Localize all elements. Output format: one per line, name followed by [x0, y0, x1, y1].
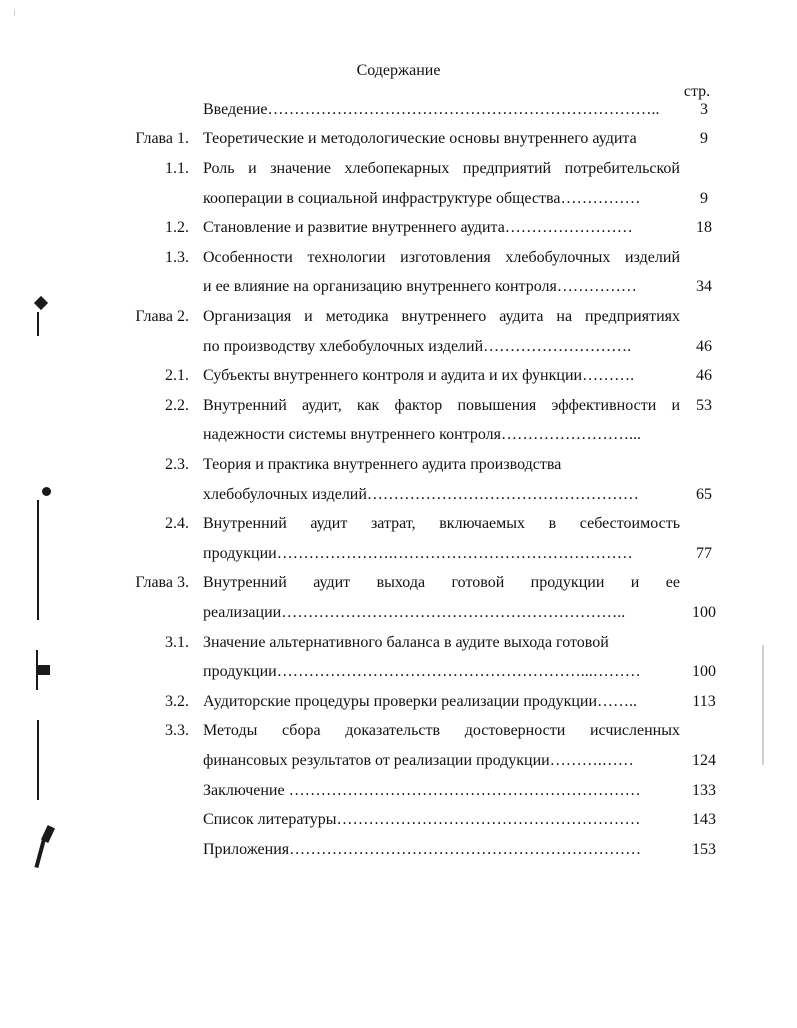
toc-line — [0, 243, 797, 272]
toc-line — [0, 628, 797, 657]
toc-number: 1.3. — [165, 249, 189, 266]
toc-text: Становление и развитие внутреннего аудита…………………… — [203, 219, 633, 236]
toc-text: реализации……………………………………………………….. — [203, 604, 626, 621]
toc-number: 3.3. — [165, 722, 189, 739]
toc-text: Приложения………………………………………………………… — [203, 841, 642, 858]
toc-line — [0, 184, 797, 213]
toc-line — [0, 124, 797, 153]
toc-text: Введение……………………………………………………………….. — [203, 101, 660, 118]
toc-text: по производству хлебобулочных изделий………………………. — [203, 338, 632, 355]
toc-line — [0, 213, 797, 242]
toc-line — [0, 332, 797, 361]
toc-line — [0, 776, 797, 805]
toc-line — [0, 480, 797, 509]
toc-page: 9 — [700, 130, 708, 147]
toc-page: 65 — [696, 486, 712, 503]
scan-artifact — [37, 312, 39, 336]
toc-text: Заключение ………………………………………………………… — [203, 782, 641, 799]
toc-page: 143 — [692, 811, 716, 828]
toc-page: 100 — [692, 604, 716, 621]
toc-page: 53 — [696, 397, 712, 414]
scan-artifact — [37, 720, 39, 800]
toc-text: Организация и методика внутреннего аудита на предприятиях — [203, 308, 680, 325]
toc-line — [0, 361, 797, 390]
toc-line — [0, 154, 797, 183]
toc-line — [0, 95, 797, 124]
toc-line — [0, 805, 797, 834]
toc-line — [0, 687, 797, 716]
toc-text: Теория и практика внутреннего аудита производства — [203, 456, 562, 473]
toc-number: Глава 1. — [135, 130, 189, 147]
page-title: Содержание — [356, 62, 441, 79]
toc-page: 34 — [696, 278, 712, 295]
toc-line — [0, 509, 797, 538]
toc-line — [0, 539, 797, 568]
toc-text: Значение альтернативного баланса в аудите выхода готовой — [203, 634, 609, 651]
toc-number: Глава 3. — [135, 574, 189, 591]
toc-text: Методы сбора доказательств достоверности исчисленных — [203, 722, 680, 739]
toc-page: 124 — [692, 752, 716, 769]
toc-text: Теоретические и методологические основы внутреннего аудита — [203, 130, 637, 147]
toc-number: 2.1. — [165, 367, 189, 384]
toc-text: продукции…………………………………………………...……… — [203, 663, 641, 680]
toc-page: 9 — [700, 190, 708, 207]
toc-text: хлебобулочных изделий…………………………………………… — [203, 486, 639, 503]
toc-line — [0, 450, 797, 479]
toc-page: 46 — [696, 338, 712, 355]
toc-line — [0, 272, 797, 301]
scan-artifact — [37, 500, 39, 620]
toc-page: 153 — [692, 841, 716, 858]
toc-line — [0, 391, 797, 420]
toc-number: 1.2. — [165, 219, 189, 236]
toc-number: 3.1. — [165, 634, 189, 651]
toc-text: и ее влияние на организацию внутреннего контроля…………… — [203, 278, 637, 295]
scan-artifact — [42, 487, 51, 496]
toc-text: Список литературы………………………………………………… — [203, 811, 641, 828]
page-column-label: стр. — [683, 83, 711, 100]
toc-text: Особенности технологии изготовления хлебобулочных изделий — [203, 249, 680, 266]
toc-page: 18 — [696, 219, 712, 236]
toc-text: Субъекты внутреннего контроля и аудита и их функции………. — [203, 367, 635, 384]
toc-line — [0, 657, 797, 686]
toc-line — [0, 835, 797, 864]
toc-text: Внутренний аудит затрат, включаемых в себестоимость — [203, 515, 680, 532]
toc-line — [0, 716, 797, 745]
toc-text: финансовых результатов от реализации продукции……….…… — [203, 752, 634, 769]
scan-artifact — [762, 645, 764, 765]
toc-page: 3 — [700, 101, 708, 118]
toc-number: 2.2. — [165, 397, 189, 414]
toc-page: 133 — [692, 782, 716, 799]
scan-artifact — [38, 665, 50, 675]
toc-page: 100 — [692, 663, 716, 680]
toc-text: Внутренний аудит, как фактор повышения эффективности и — [203, 397, 680, 414]
toc-text: Аудиторские процедуры проверки реализации продукции…….. — [203, 693, 638, 710]
toc-text: надежности системы внутреннего контроля……………………... — [203, 426, 641, 443]
toc-number: 2.3. — [165, 456, 189, 473]
toc-text: кооперации в социальной инфраструктуре общества…………… — [203, 190, 641, 207]
toc-page: 113 — [692, 693, 716, 710]
toc-line — [0, 746, 797, 775]
toc-text: Внутренний аудит выхода готовой продукции и ее — [203, 574, 680, 591]
toc-text: Роль и значение хлебопекарных предприятий потребительской — [203, 160, 680, 177]
toc-number: Глава 2. — [135, 308, 189, 325]
scan-artifact — [14, 10, 15, 16]
toc-text: продукции………………….……………………………………… — [203, 545, 633, 562]
toc-page: 77 — [696, 545, 712, 562]
toc-line — [0, 568, 797, 597]
toc-number: 3.2. — [165, 693, 189, 710]
toc-line — [0, 598, 797, 627]
toc-number: 1.1. — [165, 160, 189, 177]
toc-page: 46 — [696, 367, 712, 384]
toc-line — [0, 302, 797, 331]
toc-number: 2.4. — [165, 515, 189, 532]
toc-line — [0, 420, 797, 449]
